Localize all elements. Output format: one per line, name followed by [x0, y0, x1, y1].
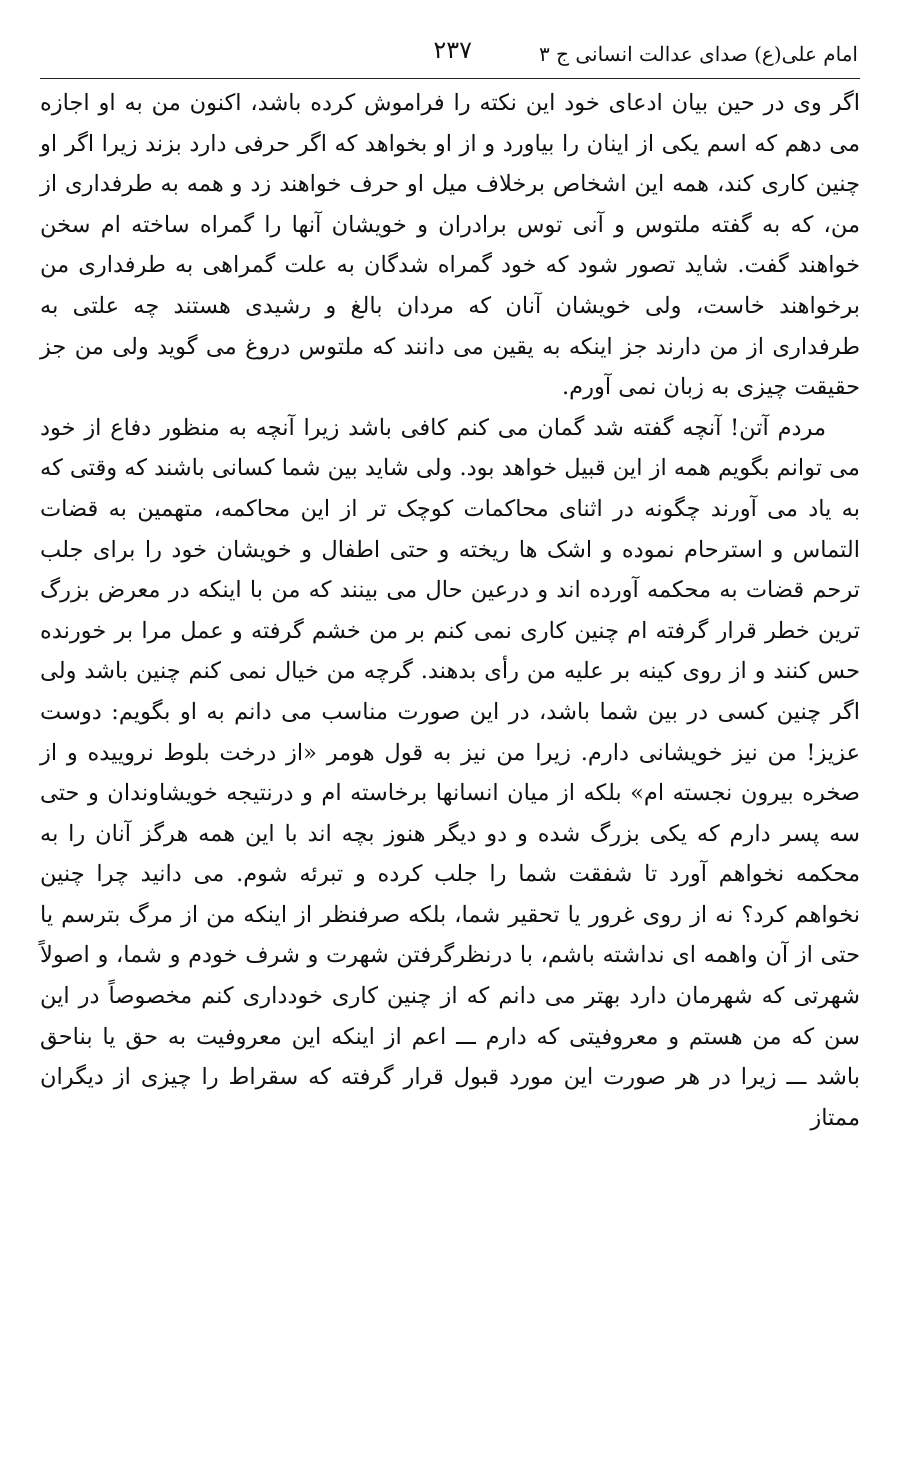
body-text [40, 83, 860, 1138]
page-number: ٢٣٧ [433, 36, 472, 64]
document-page [40, 30, 860, 1138]
paragraph-1: اگر وی در حین بیان ادعای خود این نکته را فراموش کرده باشد، اکنون من به او اجازه می دهم که اسم یکی از اینان را بیاورد و از او بخواهد که اگر حرفی دارد بزند زیرا اگر او چنین کاری کند، همه این اشخاص برخلاف میل او حرف خواهند زد و همه به طرفداری از من، که به گفته ملتوس و آنی توس برادران و خویشان آنها را گمراه ساخته ام سخن خواهند گفت. شاید تصور شود که خود گمراه شدگان به علت گمراهی به طرفداری من برخواهند خاست، ولی خویشان آنان که مردان بالغ و رشیدی هستند چه علتی به طرفداری از من دارند جز اینکه به یقین می دانند که ملتوس دروغ می گوید ولی من جز حقیقت چیزی به زبان نمی آورم. [40, 90, 860, 401]
paragraph-2: مردم آتن! آنچه گفته شد گمان می کنم کافی باشد زیرا آنچه به منظور دفاع از خود می توانم بگویم همه از این قبیل خواهد بود. ولی شاید بین شما کسانی باشند که وقتی که به یاد می آورند چگونه در اثنای محاکمات کوچک تر از این محاکمه، متهمین به قضات التماس و استرحام نموده و اشک ها ریخته و حتی اطفال و خویشان خود را برای جلب ترحم قضات به محکمه آورده اند و درعین حال می بینند که من با اینکه در معرض بزرگ ترین خطر قرار گرفته ام چنین کاری نمی کنم بر من خشم گرفته و عمل مرا بر خورنده حس کنند و از روی کینه بر علیه من رأی بدهند. گرچه من خیال نمی کنم چنین باشد ولی اگر چنین کسی در بین شما باشد، در این صورت مناسب می دانم به او بگویم: دوست عزیز! من نیز خویشانی دارم. زیرا من نیز به قول هومر «از درخت بلوط نروییده و از صخره بیرون نجسته ام» بلکه از میان انسانها برخاسته ام و درنتیجه خویشاوندان و حتی سه پسر دارم که یکی بزرگ شده و دو دیگر هنوز بچه اند با این همه هرگز آنان را به محکمه نخواهم آورد تا شفقت شما را جلب کرده و تبرئه شوم. می دانید چرا چنین نخواهم کرد؟ نه از روی غرور یا تحقیر شما، بلکه صرفنظر از اینکه من از مرگ بترسم یا حتی از آن واهمه ای نداشته باشم، با درنظرگرفتن شهرت و شرف خودم و شما، و اصولاً شهرتی که شهرمان دارد بهتر می دانم که از چنین کاری خودداری کنم مخصوصاً در این سن که من هستم و معروفیتی که دارم ـــ اعم از اینکه این معروفیت به حق یا بناحق باشد ـــ زیرا در هر صورت این مورد قبول قرار گرفته که سقراط را چیزی از دیگران ممتاز [40, 414, 860, 1131]
page-header [40, 30, 860, 79]
running-header-title: امام علی(ع) صدای عدالت انسانی ج ٣ [538, 42, 858, 66]
